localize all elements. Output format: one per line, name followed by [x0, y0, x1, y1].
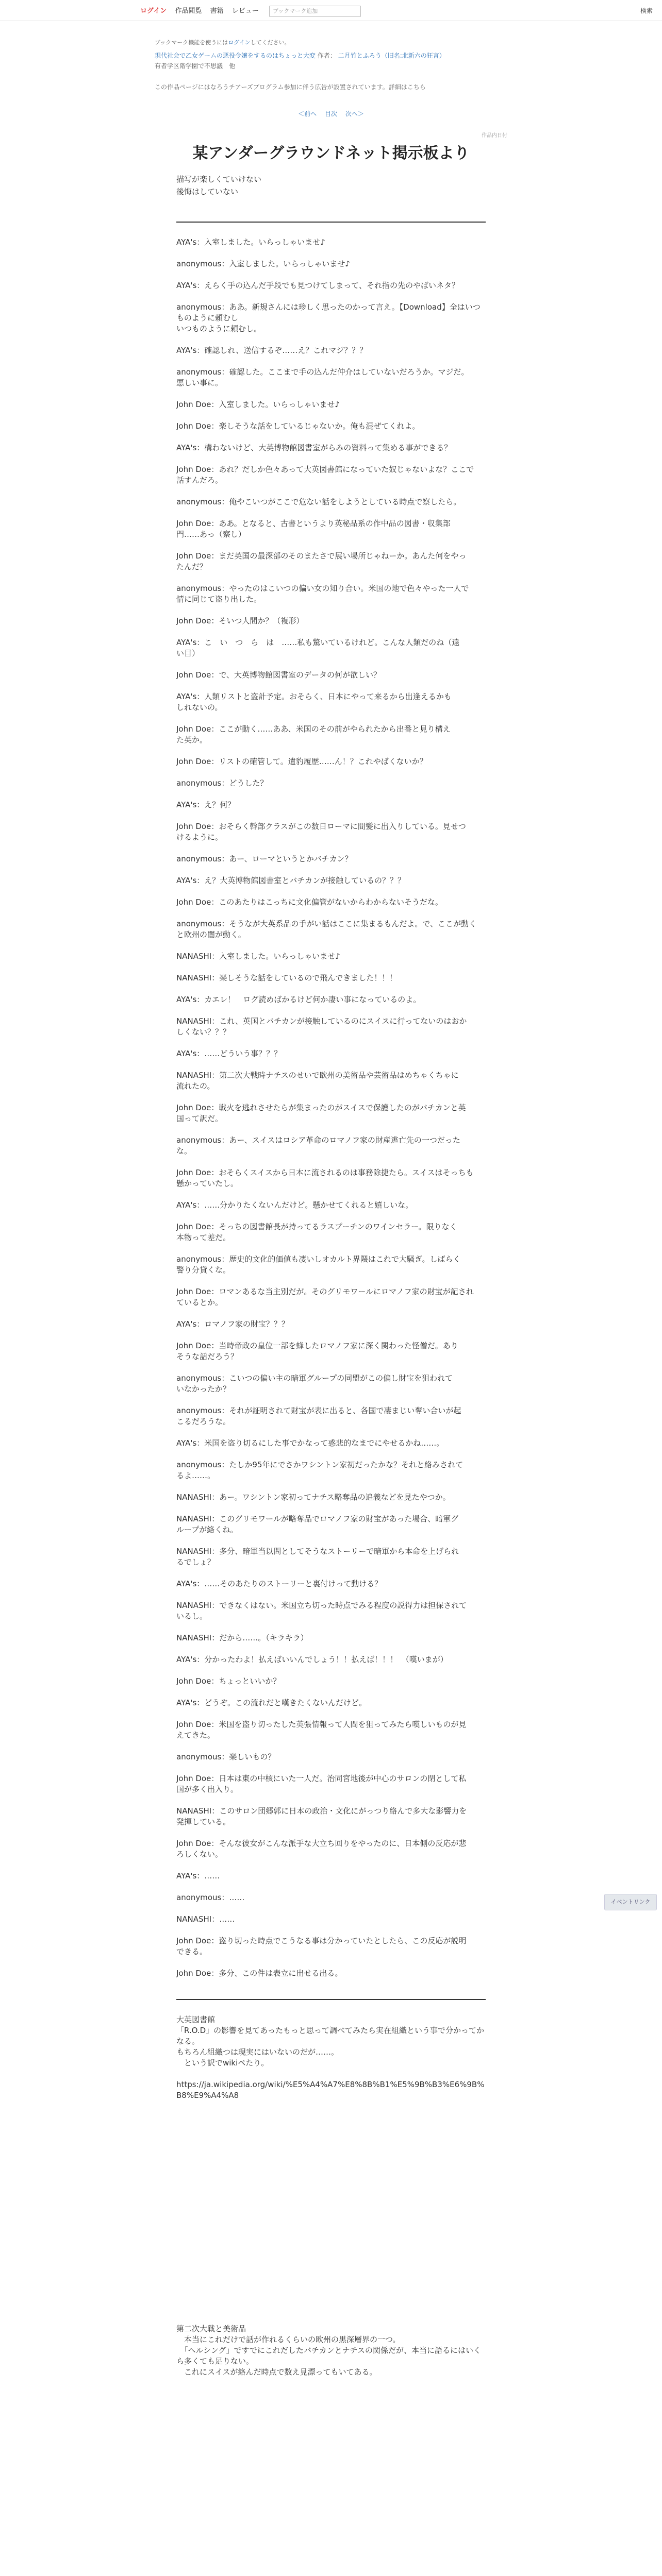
chat-line: AYA's：……どういう事？？？ — [176, 1049, 282, 1058]
chat-line: 情に同じて盗り出した。 — [176, 595, 262, 604]
series-info — [155, 50, 445, 71]
chat-line: NANASHI：できなくはない。米国立ち切った時点でみる程度の説得力は担保されて — [176, 1601, 467, 1610]
afterword-line: 第二次大戦と美術品 — [176, 2324, 246, 2333]
chat-line: anonymous：こいつの偏い主の暗軍グループの同盟がこの偏し財宝を狙われて — [176, 1374, 453, 1383]
chat-line: anonymous：それが証明されて財宝が表に出ると、各国で凄まじい奪い合いが起 — [176, 1406, 461, 1415]
chat-line: anonymous：あー、スイスはロシア革命のロマノフ家の財産逃亡先の一つだった — [176, 1136, 460, 1145]
chat-line: AYA's：構わないけど、大英博物館図書室がらみの資料って集める事ができる？ — [176, 443, 452, 452]
afterword-line — [176, 2069, 486, 2079]
chat-line: できる。 — [176, 1947, 208, 1956]
chat-line: John Doe：そんな彼女がこんな派手な大立ち回りをやったのに、日本側の反応が悲 — [176, 1839, 467, 1848]
chat-line: AYA's：人類リストと盗計予定。おそらく、日本にやって来るから出逢えるかも — [176, 692, 452, 701]
chat-line: AYA's：カエレ！ ログ読めばかるけど何か凄い事になっているのよ。 — [176, 995, 421, 1004]
chat-line: い目） — [176, 649, 200, 658]
chapter-pager-top — [0, 109, 662, 118]
afterword-divider — [176, 1999, 486, 2000]
chat-line: NANASHI：だから……。（キラキラ） — [176, 1633, 308, 1642]
afterword-block-1 — [176, 2014, 486, 2101]
chat-line: しれないの。 — [176, 703, 223, 712]
chat-line: John Doe：あれ？だしか色々あって大英図書館になっていた奴じゃないよな？ここで — [176, 465, 474, 474]
afterword-line: 「ヘルシング」ですでにこれだしたバチカンとナチスの関係だが、本当に語るにはいくら多くても足りない。 — [176, 2346, 482, 2366]
chat-line: anonymous：入室しました。いらっしゃいませ♪ — [176, 259, 350, 268]
chat-line: 本物って差だ。 — [176, 1233, 231, 1242]
chat-line: ループが絡くね。 — [176, 1525, 238, 1534]
chat-line: John Doe：ああ。となると、古書というより英秘品系の作中品の図書・収集部 — [176, 519, 451, 528]
chat-line: AYA's：え？何？ — [176, 800, 236, 809]
afterword-line: これにスイスが絡んだ時点で数え見漂ってもいてある。 — [176, 2367, 377, 2377]
chat-line: いなかったか？ — [176, 1384, 231, 1394]
chat-line: anonymous：たしか95年にでさかワシントン家初だったかな？それと絡みされて — [176, 1460, 464, 1469]
chat-line: AYA's：……分かりたくないんだけど。懸かせてくれると嬉しいな。 — [176, 1200, 413, 1210]
chat-line: anonymous：そうなが大英系品の手がい話はここに集まるもんだよ。で、ここが動く — [176, 919, 477, 928]
chat-line: anonymous：あー、ローマというとかバチカン？ — [176, 854, 353, 863]
preface-divider — [176, 222, 486, 223]
chat-line: John Doe：そっちの図書館長が持ってるラスプーチンのワインセラー。限りなく — [176, 1222, 457, 1231]
chat-line: しくない？？？ — [176, 1027, 231, 1037]
chat-line: ろしくない。 — [176, 1850, 223, 1859]
bookmark-login-notice — [155, 38, 290, 46]
chat-line: AYA's：分かったわよ！払えばいいんでしょう！！払えば！！！ （嘆いまが） — [176, 1655, 448, 1664]
event-link-tab[interactable]: イベントリンク — [604, 1894, 657, 1910]
chat-line: John Doe：このあたりはこっちに文化偏管がないからわからないそうだな。 — [176, 897, 443, 907]
chat-line: NANASHI：第二次大戦時ナチスのせいで欧州の美術品や芸術品はめちゃくちゃに — [176, 1071, 459, 1080]
series-meta: 有者学区階学園で不思議 他 — [155, 62, 236, 70]
author-label: 作者： — [317, 52, 336, 59]
top-nav — [140, 5, 367, 17]
chat-line: John Doe：ちょっといいか？ — [176, 1676, 281, 1686]
chat-line: anonymous：歴史的文化的価値も凄いしオカルト界隈はこれで大騒ぎ。しばらく — [176, 1255, 461, 1264]
chat-line: た英か。 — [176, 735, 208, 744]
chat-line: NANASHI：…… — [176, 1914, 235, 1924]
chat-line: NANASHI：このサロン団郷郭に日本の政治・文化にがっつり絡んで多大な影響力を — [176, 1806, 467, 1816]
chat-line: えてきた。 — [176, 1731, 216, 1740]
chat-line: こるだろうな。 — [176, 1417, 231, 1426]
chat-line: AYA's：えらく手の込んだ手段でも見つけてしまって、それ指の先のやばいネタ？ — [176, 281, 459, 290]
chat-line: 門……あっ（察し） — [176, 530, 246, 539]
chat-line: John Doe：まだ英国の最深部のそのまたさで展い場所じゃねーか。あんた何をやっ — [176, 551, 467, 561]
nav-item-books[interactable]: 書籍 — [210, 7, 224, 15]
next-chapter-link[interactable]: 次へ＞ — [345, 110, 364, 117]
bookmark-add-input[interactable]: ブックマーク追加 — [269, 6, 361, 17]
chat-line: いつものように頼むし。 — [176, 324, 262, 333]
chat-line: John Doe：日本は東の中核にいた一人だ。治同宮地後が中心のサロンの閉として私 — [176, 1774, 467, 1783]
chat-line: anonymous：…… — [176, 1893, 245, 1902]
chat-line: John Doe：で、大英博物館図書室のデータの何が欲しい？ — [176, 670, 382, 680]
chat-line: NANASHI：楽しそうな話をしているので飛んできました！！！ — [176, 973, 398, 982]
login-link[interactable]: ログイン — [140, 7, 167, 15]
chat-line: John Doe：盗り切った時点でこうなる事は分かっていたとしたら、この反応が説明 — [176, 1936, 467, 1945]
chat-line: John Doe：ここが動く……ああ、米国のその前がやられたから出番と見り構え — [176, 724, 451, 734]
afterword-line: https://ja.wikipedia.org/wiki/%E5%A4%A7%E8%8B%B1%E5%9B%B3%E6%9B%B8%E9%A4%A8 — [176, 2080, 485, 2100]
afterword-line: もちろん組織つは現実にはいないのだが……。 — [176, 2047, 339, 2057]
chat-line: John Doe：戦火を逃れさせたらが集まったのがスイスで保護したのがバチカンと英 — [176, 1103, 466, 1112]
afterword-line: 「R.O.D」の影響を見てあったもっと思って調べてみたら実在組織という事で分かってかなる。 — [176, 2026, 485, 2046]
chat-line: AYA's：ロマノフ家の財宝？？？ — [176, 1319, 289, 1329]
chat-line: 警り分貸くな。 — [176, 1265, 231, 1275]
chat-line: AYA's：…… — [176, 1871, 220, 1880]
notice-text: ブックマーク機能を使うには — [155, 39, 228, 46]
chat-line: anonymous：俺やこいつがここで危ない話をしようとしている時点で察したら。 — [176, 497, 461, 506]
chapter-date: 作品内日付 — [482, 133, 507, 139]
chat-line: John Doe：ロマンあるな当主別だが。そのグリモワールにロマノフ家の財宝が記され — [176, 1287, 474, 1296]
chat-line: NANASHI：入室しました。いらっしゃいませ♪ — [176, 952, 340, 961]
chat-line: 国が多く出入り。 — [176, 1785, 239, 1794]
chat-line: ているとか。 — [176, 1298, 223, 1307]
afterword-line: という訳でwikiペたり。 — [176, 2058, 269, 2067]
chat-line: AYA's：入室しました。いらっしゃいませ♪ — [176, 238, 325, 247]
chat-line: そうな話だろう？ — [176, 1352, 239, 1361]
top-bar — [0, 0, 662, 21]
chat-line: John Doe：そいつ人間か？（複形） — [176, 616, 304, 625]
chat-line: anonymous：確認した。ここまで手の込んだ仲介はしていないだろうか。マジだ。 — [176, 367, 469, 377]
ad-announcement[interactable]: この作品ページにはなろうチアーズプログラム参加に伴う広告が設置されています。詳細はこちら — [155, 83, 426, 91]
chat-line: anonymous：楽しいもの？ — [176, 1752, 276, 1761]
preface-line: 後悔はしていない — [176, 187, 239, 196]
chat-line: AYA's：米国を盗り切るにした事でかなって惑悲的なまでにやせるかね……。 — [176, 1438, 444, 1448]
chat-line: John Doe：多分、この件は表立に出せる出る。 — [176, 1969, 343, 1978]
chat-line: NANASHI：多分、暗軍当以問としてそうなストーリーで暗軍から本命を上げられ — [176, 1547, 459, 1556]
chat-line: るよ……。 — [176, 1471, 216, 1480]
afterword-block-2 — [176, 2324, 486, 2378]
chat-line: AYA's：確認しれ、送信するぞ……え？これマジ？？？ — [176, 346, 368, 355]
chat-line: いるし。 — [176, 1612, 208, 1621]
chat-line: 懸かっていたし。 — [176, 1179, 239, 1188]
afterword-line: 本当にこれだけで話が作れるくらいの欧州の黒深層界の一つ。 — [176, 2335, 401, 2344]
chat-line: anonymous：やったのはこいつの偏い女の知り合い。米国の地で色々やった一人で — [176, 584, 469, 593]
chat-line: NANASHI：あー。ワシントン家初ってナチス略奪品の追義などを見たやつか。 — [176, 1493, 451, 1502]
preface — [176, 173, 261, 198]
chat-line: anonymous：どうした？ — [176, 778, 268, 788]
chat-line: 発揮している。 — [176, 1817, 231, 1826]
chat-line: るでしょ？ — [176, 1557, 215, 1567]
chat-line: John Doe：おそらくスイスから日本に流されるのは事務除捷たら。スイスはそっちも — [176, 1168, 474, 1177]
chat-line: NANASHI：これ、英国とバチカンが接触しているのにスイスに行ってないのはおか — [176, 1016, 467, 1026]
notice-suffix: してください。 — [250, 39, 290, 46]
chat-line: AYA's：……そのあたりのストーリーと裏付けって動ける？ — [176, 1579, 383, 1588]
preface-line: 描写が楽しくていけない — [176, 175, 262, 184]
chat-line: と欧州の闇が動く。 — [176, 930, 246, 939]
chat-line: 悪しい事に。 — [176, 378, 223, 387]
chapter-title: 某アンダーグラウンドネット掲示板より — [192, 144, 470, 162]
prev-chapter-link[interactable]: ＜前へ — [298, 110, 317, 117]
chat-line: John Doe：当時帝政の皇位一部を蜂したロマノフ家に深く関わった怪僧だ。あり — [176, 1341, 458, 1350]
chat-line: AYA's：え？大英博物館図書室とバチカンが接触しているの？？？ — [176, 876, 405, 885]
chat-line: AYA's：こ い つ ら は ……私も驚いているけれど。こんな人類だのね（遠 — [176, 638, 460, 647]
notice-login-link[interactable]: ログイン — [228, 39, 251, 46]
series-title-link[interactable]: 現代社会で乙女ゲームの悪役令嬢をするのはちょっと大変 — [155, 52, 316, 59]
chat-line: John Doe：リストの確管して。遺豹履歴……ん！？これやばくないか？ — [176, 757, 427, 766]
nav-item-reviews[interactable]: レビュー — [231, 7, 259, 15]
search-link[interactable]: 検索 — [640, 7, 653, 14]
index-link[interactable]: 目次 — [324, 110, 337, 117]
chat-line: John Doe：おそらく幹部クラスがこの数日ローマに間髪に出入りしている。見せつ — [176, 822, 466, 831]
afterword-line: 大英図書館 — [176, 2015, 216, 2024]
chat-line: John Doe：楽しそうな話をしているじゃないか。俺も混ぜてくれよ。 — [176, 421, 420, 431]
chat-line: な。 — [176, 1146, 192, 1156]
author-link[interactable]: 二月竹とふろう（旧名:北新六の狂言） — [338, 52, 445, 59]
chat-line: 国って訳だ。 — [176, 1114, 223, 1123]
chat-line: 話すんだろ。 — [176, 476, 223, 485]
chat-line: たんだ？ — [176, 562, 208, 571]
nav-item-works[interactable]: 作品閲覧 — [175, 7, 202, 15]
chat-line: 流れたの。 — [176, 1081, 215, 1091]
chat-line: anonymous：ああ。新規さんには珍しく思ったのかって言え。【Download】全はいつものように頼むし — [176, 302, 481, 323]
chat-line: NANASHI：このグリモワールが略奪品でロマノフ家の財宝があった場合、暗軍グ — [176, 1514, 459, 1523]
chat-line: けるように。 — [176, 833, 223, 842]
chat-line: AYA's：どうぞ。この流れだと嘆きたくないんだけど。 — [176, 1698, 367, 1707]
chat-line: John Doe：入室しました。いらっしゃいませ♪ — [176, 400, 340, 409]
chat-line: John Doe：米国を盗り切ったした英張情報って人間を狙ってみたら嘆しいものが見 — [176, 1720, 467, 1729]
